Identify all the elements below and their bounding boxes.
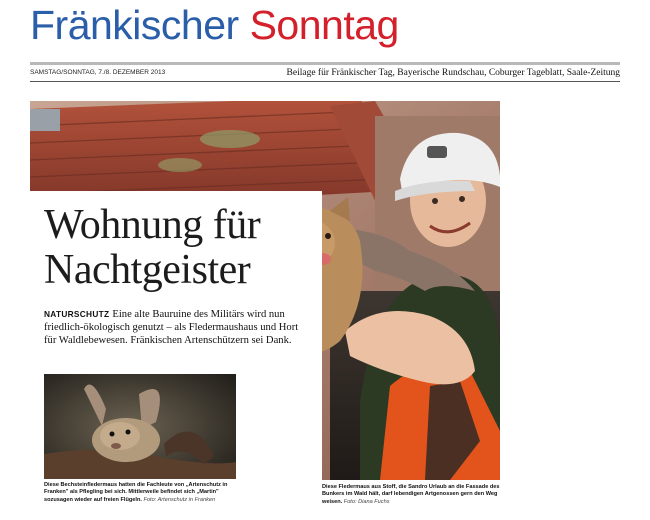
- caption-left-credit: Foto: Artenschutz in Franken: [143, 496, 216, 503]
- bat-photo-illustration: [44, 374, 236, 479]
- caption-left-text: Diese Bechsteinfledermaus hatten die Fachleute von „Artenschutz in Franken" als Pflegling bei sich. Mittlerweile befindet sich „Martin" sozusagen wieder auf freien Flügeln.: [44, 482, 228, 503]
- masthead-part2: Sonntag: [249, 2, 399, 48]
- masthead: [30, 2, 399, 49]
- headline-line-2: Nachtgeister: [44, 247, 251, 293]
- article-lead: [44, 308, 310, 348]
- supplement-line: Beilage für Fränkischer Tag, Bayerische Rundschau, Coburger Tageblatt, Saale-Zeitung: [286, 68, 620, 78]
- article-kicker: NATURSCHUTZ: [44, 309, 110, 319]
- caption-main-photo: [322, 484, 504, 506]
- masthead-rule: [30, 62, 620, 65]
- headline-line-1: Wohnung für: [44, 202, 261, 248]
- caption-right-credit: Foto: Diana Fuchs: [343, 498, 390, 505]
- article-headline: [44, 203, 260, 293]
- caption-bat-photo: [44, 482, 242, 504]
- dateline: SAMSTAG/SONNTAG, 7./8. DEZEMBER 2013: [30, 69, 166, 76]
- masthead-part1: Fränkischer: [30, 2, 239, 48]
- bat-photo: [44, 374, 236, 479]
- lead-text: Eine alte Bauruine des Militärs wird nun friedlich-ökologisch genutzt – als Fledermaushaus und Hort für Waldlebewesen. Fränkischen Artenschützern sei Dank.: [44, 309, 299, 347]
- header-divider: [30, 81, 620, 82]
- caption-right-text: Diese Fledermaus aus Stoff, die Sandro Urlaub an die Fassade des Bunkers im Wald hält, darf lebendigen Artgenossen gern den Weg weisen.: [322, 484, 500, 505]
